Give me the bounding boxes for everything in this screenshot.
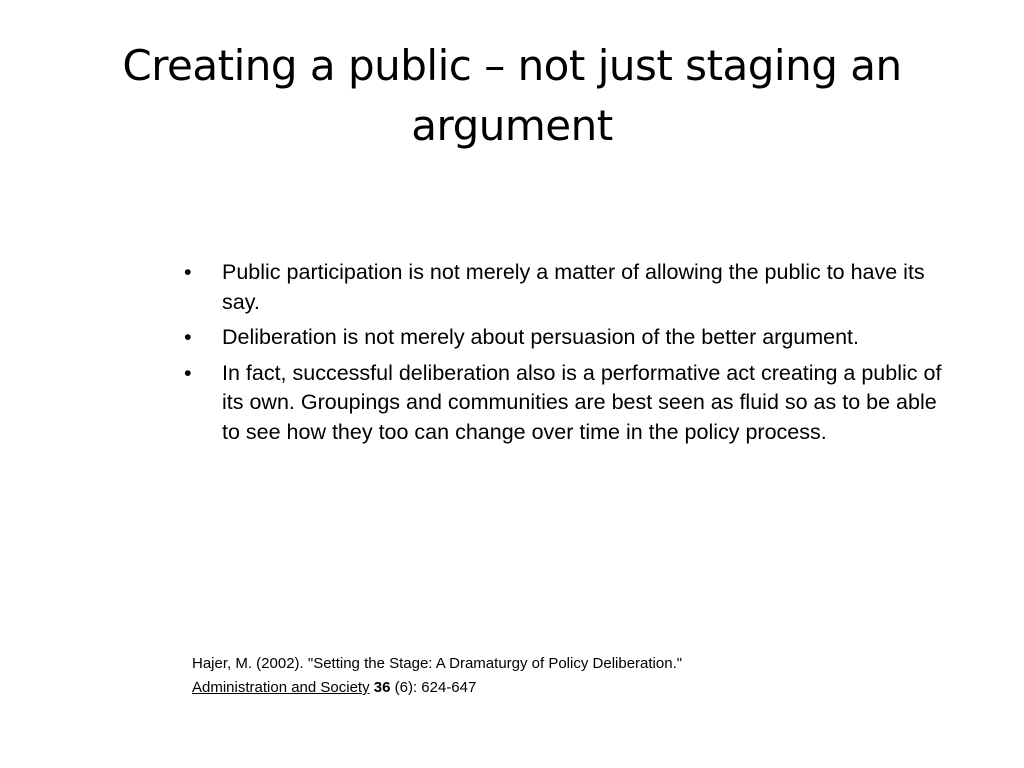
citation-journal-link[interactable]: Administration and Society: [192, 679, 370, 696]
citation-suffix: (6): 624-647: [390, 679, 477, 696]
slide-title: Creating a public – not just staging an argument: [122, 41, 902, 150]
bullet-marker: •: [184, 260, 192, 284]
citation-volume: 36: [373, 679, 391, 696]
citation-prefix: Hajer, M. (2002). "Setting the Stage: A Dramaturgy of Policy Deliberation.": [192, 655, 683, 672]
bullet-item: [182, 323, 952, 353]
bullet-marker: •: [184, 360, 192, 385]
bullet-text: In fact, successful deliberation also is a performative act creating a public of its own. Groupings and communities are best seen as fluid so as to be able to see how they too can change over time in the policy process.: [222, 360, 942, 444]
bullet-list: [182, 258, 952, 453]
bullet-marker: •: [184, 325, 192, 349]
bullet-item: [182, 359, 952, 448]
bullet-text: Deliberation is not merely about persuasion of the better argument.: [222, 325, 860, 349]
bullet-text: Public participation is not merely a matter of allowing the public to have its say.: [222, 260, 925, 314]
citation: [192, 652, 832, 700]
bullet-item: [182, 258, 952, 317]
